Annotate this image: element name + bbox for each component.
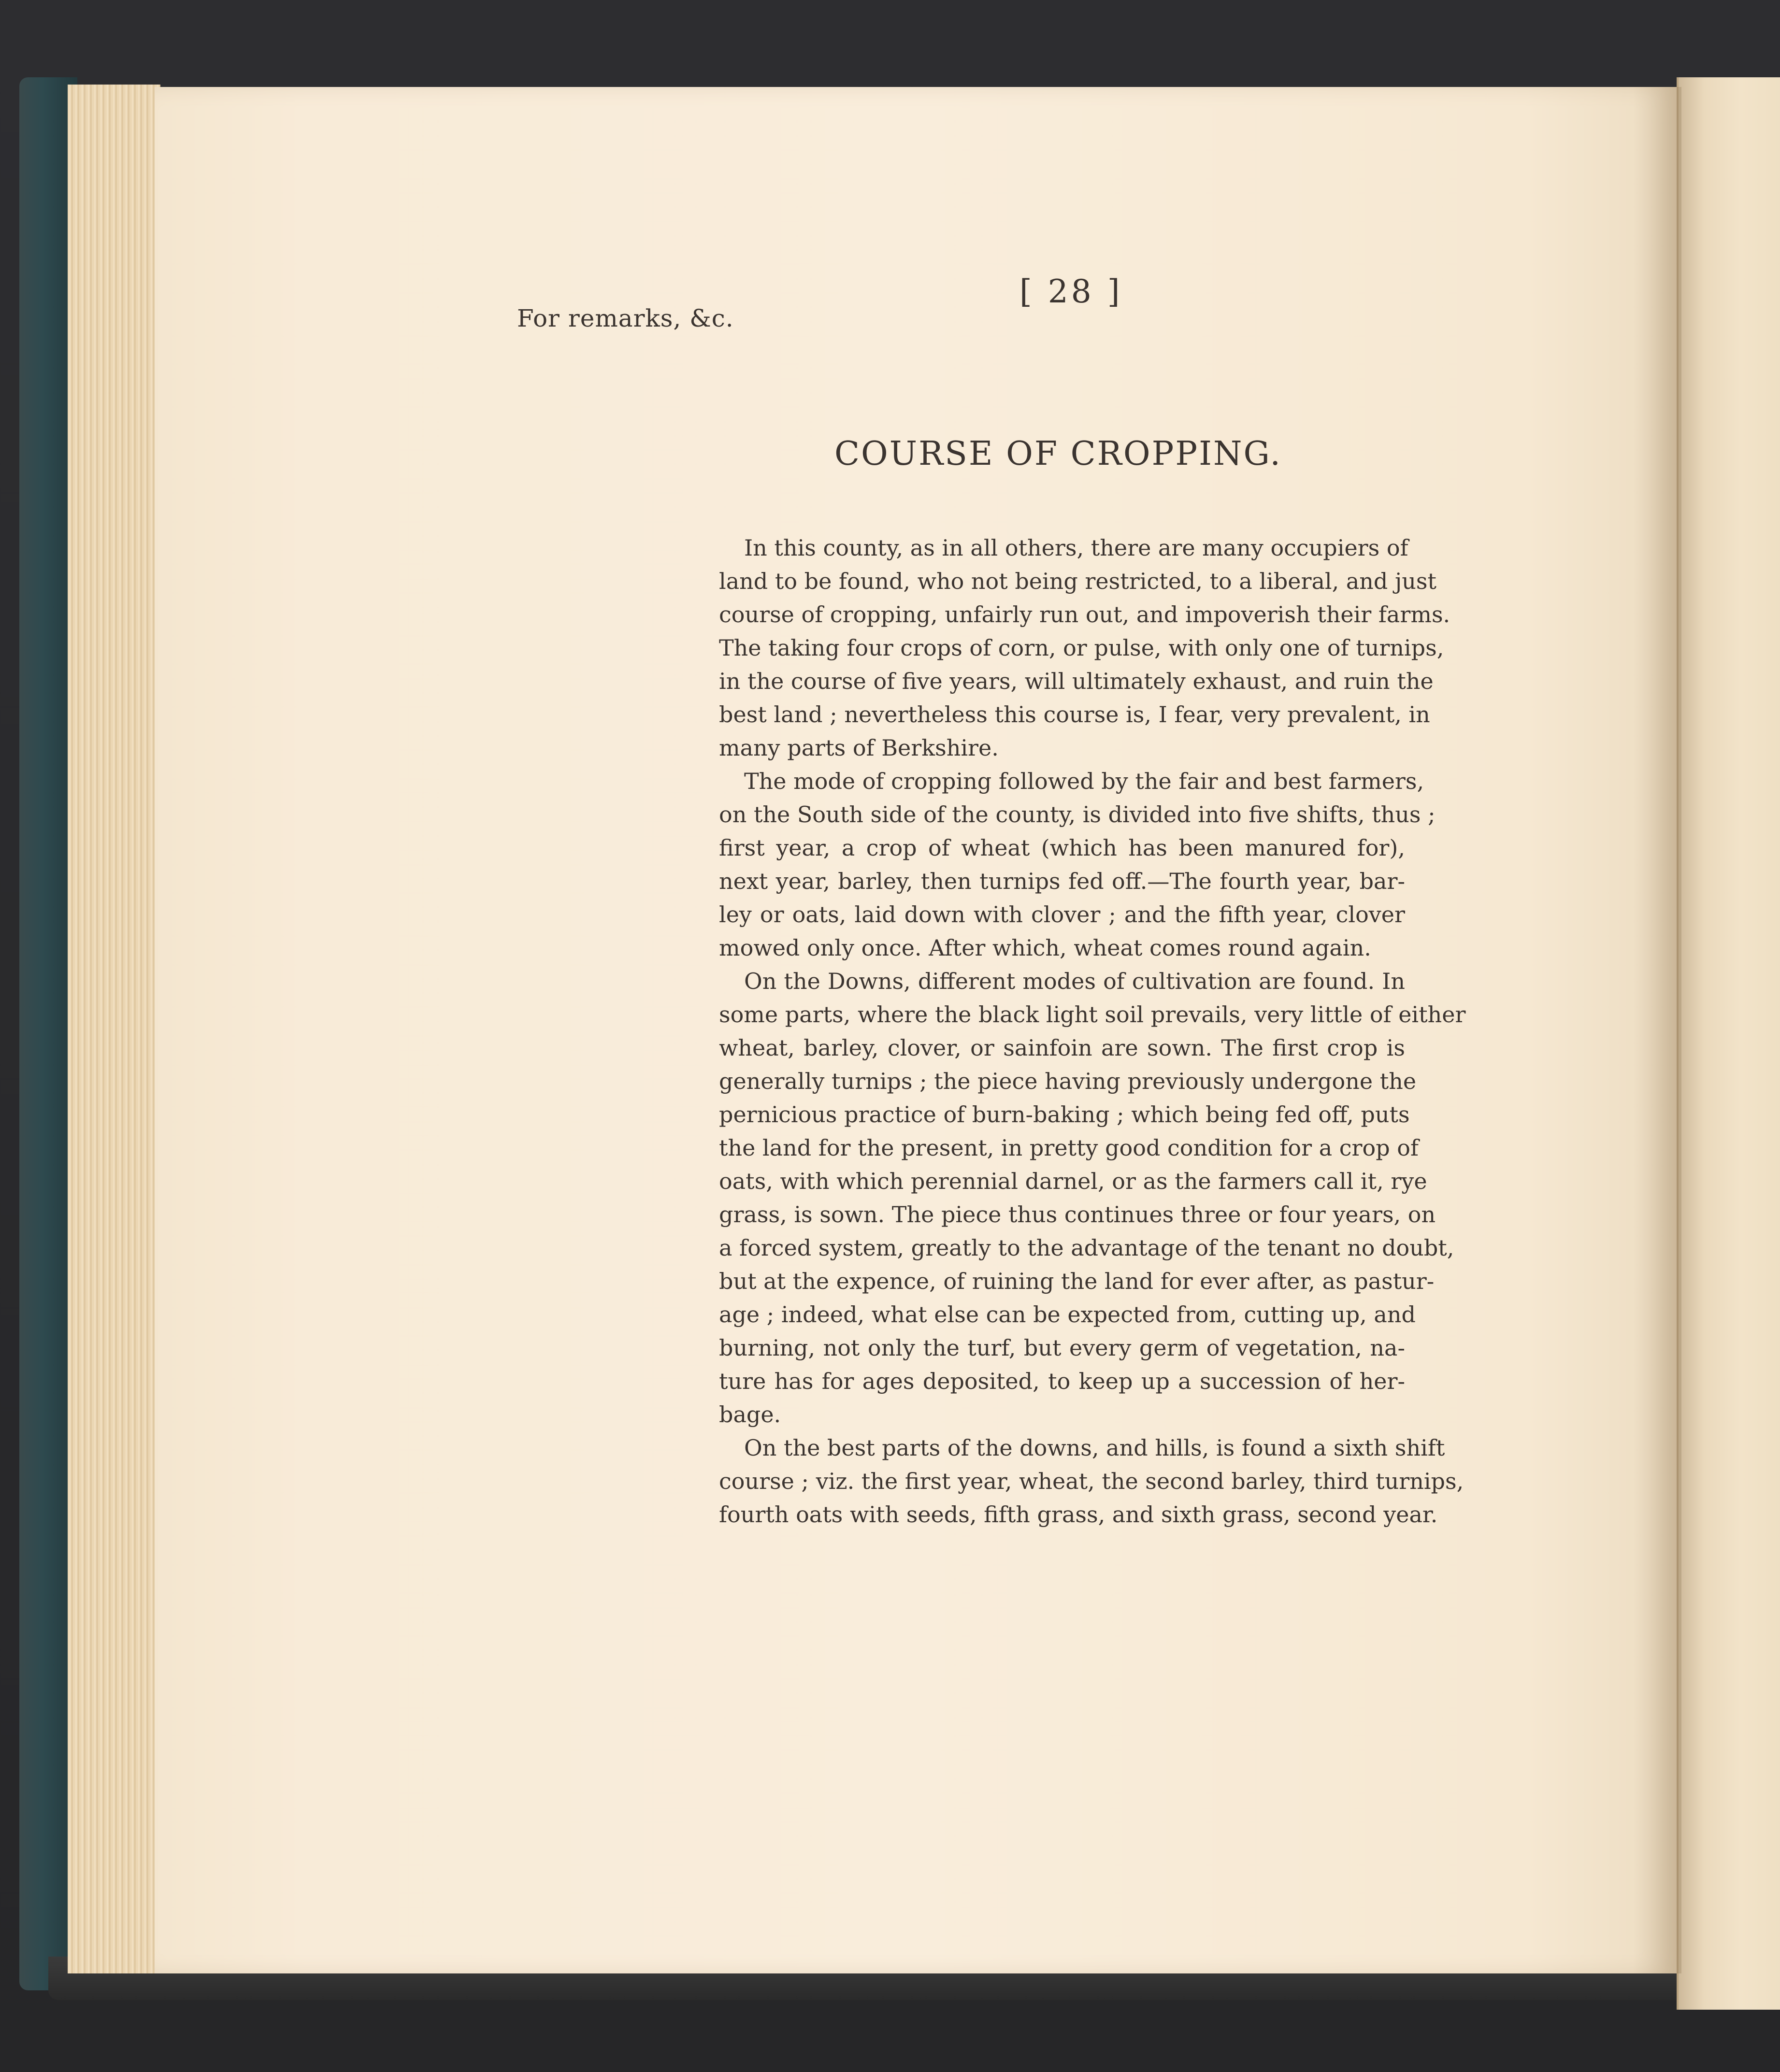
text-line: next year, barley, then turnips fed off.—The fourth year, bar-	[719, 868, 1405, 894]
text-line: generally turnips ; the piece having previously undergone the	[719, 1068, 1417, 1094]
gutter-shadow	[1633, 87, 1681, 1973]
text-line: some parts, where the black light soil prevails, very little of either	[719, 1001, 1466, 1028]
text-line: a forced system, greatly to the advantage of the tenant no doubt,	[719, 1235, 1454, 1261]
text-line: ley or oats, laid down with clover ; and the fifth year, clover	[719, 901, 1405, 928]
text-line: land to be found, who not being restricted, to a liberal, and just	[719, 568, 1436, 594]
text-line: best land ; nevertheless this course is, I fear, very prevalent, in	[719, 701, 1430, 728]
paragraph-3	[719, 965, 1466, 1431]
text-line: age ; indeed, what else can be expected from, cutting up, and	[719, 1301, 1416, 1328]
body-text	[719, 531, 1466, 1531]
page-heading: COURSE OF CROPPING.	[834, 435, 1282, 473]
text-line: in the course of five years, will ultimately exhaust, and ruin the	[719, 668, 1434, 694]
text-line: burning, not only the turf, but every germ of vegetation, na-	[719, 1335, 1405, 1361]
text-line: grass, is sown. The piece thus continues three or four years, on	[719, 1201, 1436, 1228]
page-edges	[68, 85, 160, 1973]
paragraph-4	[719, 1431, 1464, 1531]
text-line: the land for the present, in pretty good condition for a crop of	[719, 1135, 1419, 1161]
text-line: many parts of Berkshire.	[719, 735, 999, 761]
text-line: on the South side of the county, is divided into five shifts, thus ;	[719, 801, 1435, 828]
paragraph-1	[719, 531, 1450, 765]
text-line: course of cropping, unfairly run out, and impoverish their farms.	[719, 601, 1450, 628]
text-line: ture has for ages deposited, to keep up a succession of her-	[719, 1368, 1405, 1394]
text-line: The taking four crops of corn, or pulse, with only one of turnips,	[719, 635, 1444, 661]
text-line: wheat, barley, clover, or sainfoin are sown. The first crop is	[719, 1035, 1405, 1061]
facing-page	[1677, 77, 1780, 2010]
text-line: oats, with which perennial darnel, or as the farmers call it, rye	[719, 1168, 1427, 1194]
text-line: but at the expence, of ruining the land for ever after, as pastur-	[719, 1268, 1435, 1294]
text-line: The mode of cropping followed by the fair and best farmers,	[744, 768, 1424, 794]
paragraph-2	[719, 765, 1435, 965]
text-line: pernicious practice of burn-baking ; which being fed off, puts	[719, 1101, 1410, 1128]
text-line: bage.	[719, 1401, 781, 1428]
text-line: fourth oats with seeds, fifth grass, and sixth grass, second year.	[719, 1501, 1438, 1528]
text-line: In this county, as in all others, there are many occupiers of	[744, 535, 1408, 561]
text-line: On the Downs, different modes of cultivation are found. In	[744, 968, 1405, 994]
text-line: On the best parts of the downs, and hills, is found a sixth shift	[744, 1435, 1445, 1461]
page-number: [ 28 ]	[1019, 273, 1123, 310]
text-line: course ; viz. the first year, wheat, the second barley, third turnips,	[719, 1468, 1464, 1494]
text-line: mowed only once. After which, wheat comes round again.	[719, 935, 1371, 961]
text-line: first year, a crop of wheat (which has been manured for),	[719, 835, 1405, 861]
margin-note: For remarks, &c.	[517, 304, 734, 332]
